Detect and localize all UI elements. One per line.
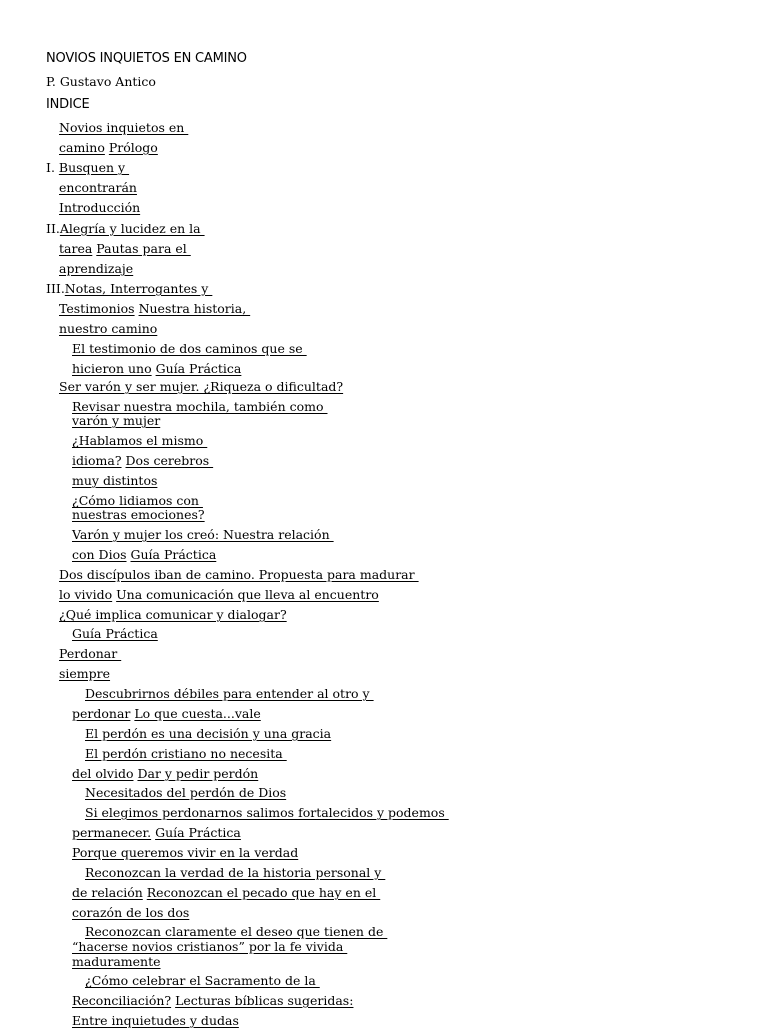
toc-line [72,885,380,900]
toc-link[interactable]: Dos cerebros [125,453,214,468]
toc-link[interactable]: Necesitados del perdón de Dios [85,785,287,800]
toc-link[interactable]: Guía Práctica [155,361,242,376]
toc-line [59,607,287,622]
toc-line [85,805,449,820]
toc-line [72,507,205,522]
toc-line [72,413,160,428]
toc-line [72,905,189,920]
toc-line [72,626,158,641]
toc-link[interactable]: Reconozcan claramente el deseo que tienen de [85,924,388,939]
toc-line [72,493,203,508]
toc-link[interactable]: Reconciliación? [72,993,172,1008]
toc-link[interactable]: de relación [72,885,143,900]
toc-link[interactable]: Ser varón y ser mujer. ¿Riqueza o dificultad? [59,379,344,394]
toc-line [59,379,343,394]
document-author: P. Gustavo Antico [46,74,156,89]
toc-link[interactable]: ¿Cómo lidiamos con [72,493,203,508]
toc-link[interactable]: Lecturas bíblicas sugeridas: [175,993,354,1008]
toc-line [59,120,188,135]
toc-link[interactable]: Varón y mujer los creó: Nuestra relación [72,527,334,542]
toc-line [85,865,385,880]
toc-link[interactable]: siempre [59,666,111,681]
toc-line [59,140,158,155]
toc-link[interactable]: muy distintos [72,473,158,488]
toc-line [72,845,298,860]
toc-line [72,361,241,376]
toc-line [85,924,387,939]
toc-link[interactable]: Alegría y lucidez en la [59,221,205,236]
toc-link[interactable]: maduramente [72,954,161,969]
toc-link[interactable]: Porque queremos vivir en la verdad [72,845,299,860]
toc-link[interactable]: Descubrirnos débiles para entender al otro y [85,686,374,701]
toc-line [59,567,419,582]
toc-link[interactable]: encontrarán [59,180,137,195]
toc-line [72,341,307,356]
toc-line [72,706,261,721]
toc-line [85,686,374,701]
toc-link[interactable]: lo vivido [59,587,113,602]
toc-line [59,321,157,336]
toc-section-number: II. [46,221,60,236]
toc-link[interactable]: Prólogo [108,140,158,155]
toc-link[interactable]: Introducción [59,200,141,215]
toc-line [72,1013,239,1028]
toc-line [59,301,250,316]
toc-link[interactable]: hicieron uno [72,361,152,376]
toc-section-number: III. [46,281,65,296]
toc-line [59,261,133,276]
toc-link[interactable]: El perdón cristiano no necesita [85,746,287,761]
toc-line [85,973,320,988]
toc-line [72,473,157,488]
toc-link[interactable]: varón y mujer [72,413,161,428]
toc-line [46,281,212,296]
toc-line [72,766,258,781]
toc-link[interactable]: ¿Hablamos el mismo [72,433,208,448]
toc-link[interactable]: aprendizaje [59,261,134,276]
toc-link[interactable]: perdonar [72,706,131,721]
toc-link[interactable]: idioma? [72,453,122,468]
document-title: NOVIOS INQUIETOS EN CAMINO [46,51,247,66]
toc-link[interactable]: Perdonar [59,646,122,661]
toc-link[interactable]: Busquen y [58,160,130,175]
toc-line [72,993,353,1008]
toc-line [72,527,334,542]
toc-link[interactable]: tarea [59,241,93,256]
toc-link[interactable]: Entre inquietudes y dudas [72,1013,239,1028]
toc-link[interactable]: Guía Práctica [130,547,217,562]
toc-link[interactable]: corazón de los dos [72,905,190,920]
toc-section-number: I. [46,160,59,175]
toc-link[interactable]: “hacerse novios cristianos” por la fe vivida [72,939,348,954]
index-heading: INDICE [46,97,90,112]
toc-line [59,587,379,602]
toc-link[interactable]: Nuestra historia, [138,301,251,316]
toc-link[interactable]: permanecer. [72,825,152,840]
toc-link[interactable]: con Dios [72,547,127,562]
toc-line [46,160,129,175]
toc-link[interactable]: Dar y pedir perdón [137,766,259,781]
toc-link[interactable]: Dos discípulos iban de camino. Propuesta para madurar [59,567,419,582]
toc-line [59,646,121,661]
toc-line [46,221,205,236]
toc-link[interactable]: nuestro camino [59,321,158,336]
toc-link[interactable]: ¿Cómo celebrar el Sacramento de la [85,973,320,988]
toc-link[interactable]: Testimonios [59,301,135,316]
toc-line [72,547,216,562]
toc-line [59,241,191,256]
toc-line [59,200,140,215]
toc-line [72,825,241,840]
toc-link[interactable]: Guía Práctica [72,626,158,641]
toc-link[interactable]: Reconozcan el pecado que hay en el [146,885,381,900]
toc-link[interactable]: Guía Práctica [155,825,241,840]
toc-line [72,954,161,969]
toc-link[interactable]: Pautas para el [96,241,191,256]
toc-line [85,785,286,800]
toc-link[interactable]: El testimonio de dos caminos que se [72,341,307,356]
toc-link[interactable]: nuestras emociones? [72,507,205,522]
toc-line [59,666,110,681]
toc-link[interactable]: Revisar nuestra mochila, también como [72,399,328,414]
toc-line [85,746,287,761]
toc-link[interactable]: Notas, Interrogantes y [64,281,213,296]
toc-link[interactable]: Reconozcan la verdad de la historia personal y [85,865,386,880]
toc-line [59,180,137,195]
toc-link[interactable]: Una comunicación que lleva al encuentro [116,587,379,602]
toc-link[interactable]: camino [59,140,105,155]
toc-link[interactable]: Novios inquietos en [59,120,189,135]
toc-link[interactable]: del olvido [72,766,134,781]
toc-line [72,939,347,954]
toc-link[interactable]: Si elegimos perdonarnos salimos fortalecidos y podemos [85,805,449,820]
toc-link[interactable]: Lo que cuesta...vale [134,706,261,721]
toc-line [85,726,331,741]
toc-link[interactable]: El perdón es una decisión y una gracia [85,726,332,741]
toc-line [72,399,327,414]
toc-line [72,433,207,448]
toc-link[interactable]: ¿Qué implica comunicar y dialogar? [59,607,287,622]
toc-line [72,453,213,468]
